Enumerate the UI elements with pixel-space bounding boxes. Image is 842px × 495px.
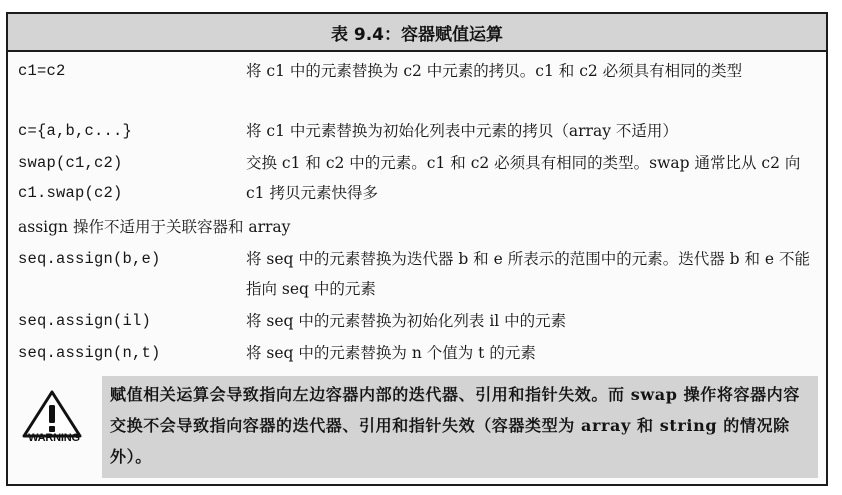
- table-title: 表 9.4：容器赋值运算: [8, 14, 826, 52]
- operation-description: 将 seq 中的元素替换为 n 个值为 t 的元素: [246, 344, 536, 362]
- operation-description: 交换 c1 和 c2 中的元素。c1 和 c2 必须具有相同的类型。swap 通常比从 c2 向 c1 拷贝元素快得多: [246, 154, 801, 202]
- operation-code-alt: c1.swap(c2): [18, 184, 123, 202]
- warning-text: 赋值相关运算会导致指向左边容器内部的迭代器、引用和指针失效。而 swap 操作将容器内容交换不会导致指向容器的迭代器、引用和指针失效（容器类型为 array 和 string 的情况除外）。: [102, 376, 818, 478]
- operation-description: 将 c1 中的元素替换为 c2 中元素的拷贝。c1 和 c2 必须具有相同的类型: [246, 62, 743, 80]
- warning-triangle-icon: [20, 388, 84, 458]
- operation-code: seq.assign(b,e): [18, 250, 161, 268]
- operation-code: seq.assign(n,t): [18, 344, 161, 362]
- warning-box: [8, 370, 826, 484]
- operation-code: c={a,b,c...}: [18, 122, 133, 140]
- operation-description: 将 seq 中的元素替换为迭代器 b 和 e 所表示的范围中的元素。迭代器 b 和 e 不能指向 seq 中的元素: [246, 250, 811, 298]
- operation-code: seq.assign(il): [18, 312, 152, 330]
- table-frame: [6, 12, 828, 486]
- operation-code: swap(c1,c2): [18, 154, 123, 172]
- assign-note: assign 操作不适用于关联容器和 array: [18, 218, 291, 236]
- warning-label: WARNING: [28, 432, 80, 444]
- operation-description: 将 seq 中的元素替换为初始化列表 il 中的元素: [246, 312, 567, 330]
- operation-code: c1=c2: [18, 62, 66, 80]
- operation-description: 将 c1 中元素替换为初始化列表中元素的拷贝（array 不适用）: [246, 122, 678, 140]
